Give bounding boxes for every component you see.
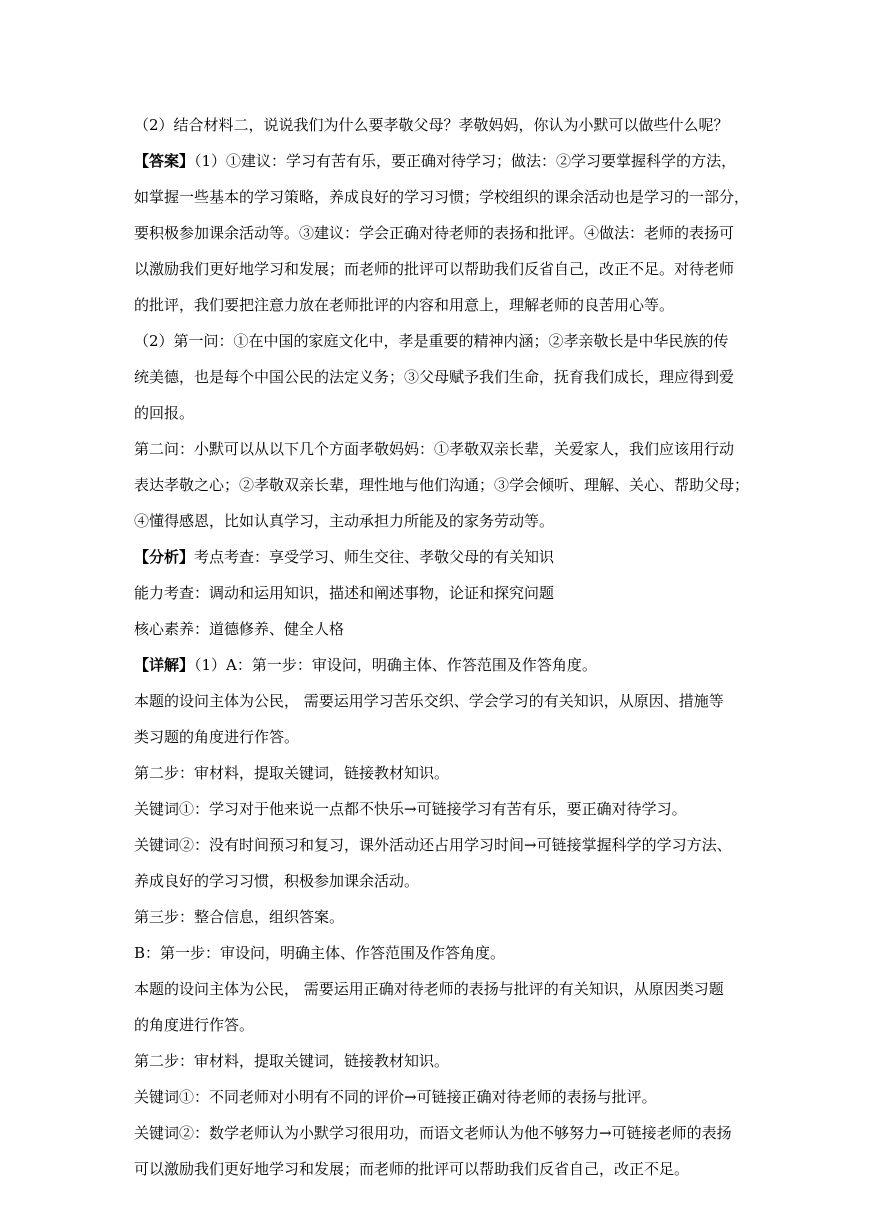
analysis-line: 【分析】考点考查：享受学习、师生交往、孝敬父母的有关知识 <box>134 548 555 566</box>
answer-part2-line-2: 统美德，也是每个中国公民的法定义务；③父母赋予我们生命，抚育我们成长，理应得到爱 <box>134 368 735 386</box>
detail-line-14: 关键词②：数学老师认为小默学习很用功，而语文老师认为他不够努力→可链接老师的表扬 <box>134 1124 732 1142</box>
detail-line-7: 养成良好的学习习惯，积极参加课余活动。 <box>134 872 420 890</box>
detail-line-3: 类习题的角度进行作答。 <box>134 728 300 746</box>
detail-line-6: 关键词②：没有时间预习和复习，课外活动还占用学习时间→可链接掌握科学的学习方法、 <box>134 836 732 854</box>
document-content <box>134 111 774 1184</box>
detail-line-5: 关键词①：学习对于他来说一点都不快乐→可链接学习有苦有乐，要正确对待学习。 <box>134 800 687 818</box>
answer-part2-line-1: （2）第一问：①在中国的家庭文化中，孝是重要的精神内涵；②孝亲敬长是中华民族的传 <box>134 332 729 350</box>
detail-line-15: 可以激励我们更好地学习和发展；而老师的批评可以帮助我们反省自己，改正不足。 <box>134 1160 690 1178</box>
question-2: （2）结合材料二，说说我们为什么要孝敬父母？孝敬妈妈，你认为小默可以做些什么呢？ <box>134 116 729 134</box>
detail-line-8: 第三步：整合信息，组织答案。 <box>134 908 345 926</box>
detail-line-12: 第二步：审材料，提取关键词，链接教材知识。 <box>134 1052 450 1070</box>
detail-label: 【详解】 <box>134 656 195 674</box>
answer-part2-line-3: 的回报。 <box>134 404 195 422</box>
detail-line-1: 【详解】（1）A：第一步：审设问，明确主体、作答范围及作答角度。 <box>134 656 597 674</box>
detail-line-10: 本题的设问主体为公民， 需要运用正确对待老师的表扬与批评的有关知识，从原因类习题 <box>134 980 724 998</box>
detail-line-11: 的角度进行作答。 <box>134 1016 255 1034</box>
answer-line-4: 以激励我们更好地学习和发展；而老师的批评可以帮助我们反省自己，改正不足。对待老师 <box>134 260 735 278</box>
answer-part3-line-1: 第二问：小默可以从以下几个方面孝敬妈妈：①孝敬双亲长辈，关爱家人，我们应该用行动 <box>134 440 735 458</box>
detail-line-2: 本题的设问主体为公民， 需要运用学习苦乐交织、学会学习的有关知识，从原因、措施等 <box>134 692 724 710</box>
answer-line-1: 【答案】（1）①建议：学习有苦有乐，要正确对待学习；做法：②学习要掌握科学的方法， <box>134 152 737 170</box>
analysis-literacy: 核心素养：道德修养、健全人格 <box>134 620 345 638</box>
analysis-label: 【分析】 <box>134 548 195 566</box>
detail-line-9: B：第一步：审设问，明确主体、作答范围及作答角度。 <box>134 944 506 962</box>
answer-label: 【答案】 <box>134 152 195 170</box>
detail-line-4: 第二步：审材料，提取关键词，链接教材知识。 <box>134 764 450 782</box>
analysis-ability: 能力考查：调动和运用知识，描述和阐述事物，论证和探究问题 <box>134 584 555 602</box>
answer-line-2: 如掌握一些基本的学习策略，养成良好的学习习惯；学校组织的课余活动也是学习的一部分， <box>134 188 750 206</box>
answer-line-5: 的批评，我们要把注意力放在老师批评的内容和用意上，理解老师的良苦用心等。 <box>134 296 675 314</box>
detail-line-13: 关键词①：不同老师对小明有不同的评价→可链接正确对待老师的表扬与批评。 <box>134 1088 657 1106</box>
answer-line-3: 要积极参加课余活动等。③建议：学会正确对待老师的表扬和批评。④做法：老师的表扬可 <box>134 224 735 242</box>
answer-part3-line-3: ④懂得感恩，比如认真学习，主动承担力所能及的家务劳动等。 <box>134 512 555 530</box>
answer-part3-line-2: 表达孝敬之心；②孝敬双亲长辈，理性地与他们沟通；③学会倾听、理解、关心、帮助父母； <box>134 476 750 494</box>
